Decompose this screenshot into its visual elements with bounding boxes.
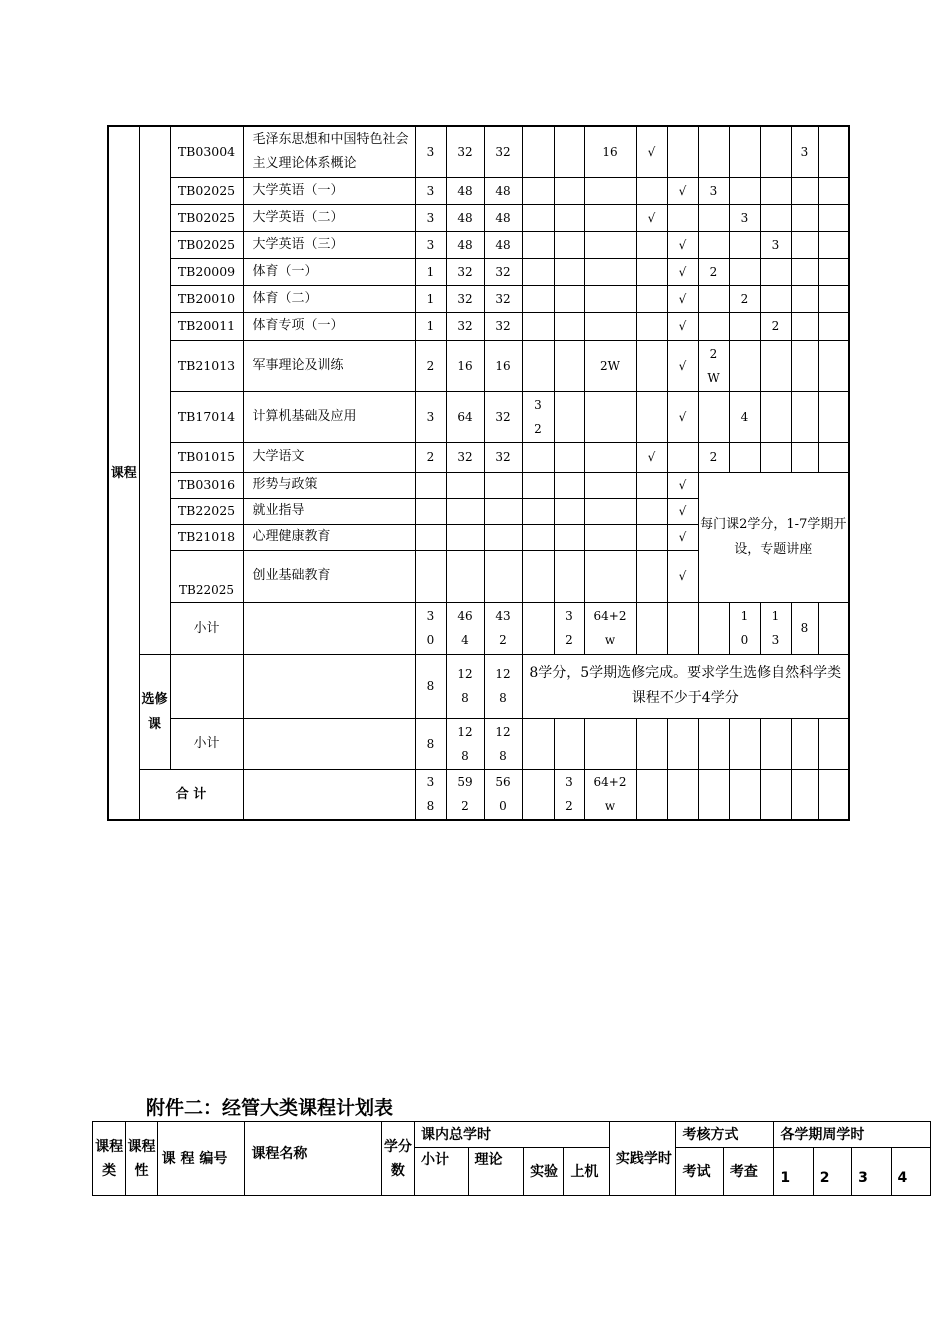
cell-exam xyxy=(636,258,667,285)
cell-blank xyxy=(446,472,484,498)
cell-exp xyxy=(522,258,554,285)
table-row xyxy=(108,718,849,769)
cell-practice xyxy=(584,231,636,258)
cell-blank xyxy=(636,550,667,602)
cell-blank xyxy=(484,498,522,524)
cell-blank xyxy=(698,602,729,654)
course-name: 大学英语（一） xyxy=(243,177,415,204)
cell-w5 xyxy=(818,204,849,231)
course-code: TB02025 xyxy=(170,177,243,204)
cell-practice: 16 xyxy=(584,126,636,177)
course-code: TB17014 xyxy=(170,391,243,442)
cell-blank xyxy=(243,769,415,820)
cell-check: √ xyxy=(667,177,698,204)
section-title: 附件二：经管大类课程计划表 xyxy=(146,1097,394,1119)
table-row xyxy=(108,442,849,472)
cell-w3 xyxy=(760,204,791,231)
subtotal-total: 46 4 xyxy=(446,602,484,654)
cell-blank xyxy=(818,769,849,820)
subtotal-w4: 8 xyxy=(791,602,818,654)
cell-w2 xyxy=(729,177,760,204)
header-credits: 学分数 xyxy=(381,1122,414,1196)
cell-practice xyxy=(584,258,636,285)
cell-practice xyxy=(584,204,636,231)
table-row xyxy=(108,258,849,285)
cell-check: √ xyxy=(667,285,698,312)
table-row xyxy=(108,769,849,820)
cell-credits: 3 xyxy=(415,231,446,258)
cell-blank xyxy=(554,524,584,550)
cell-blank xyxy=(446,550,484,602)
cell-check: √ xyxy=(667,550,698,602)
cell-w4 xyxy=(791,312,818,340)
cell-w4 xyxy=(791,258,818,285)
elective-credits: 8 xyxy=(415,654,446,718)
cell-blank xyxy=(636,524,667,550)
cell-blank xyxy=(667,602,698,654)
table-row xyxy=(108,312,849,340)
cell-total: 16 xyxy=(446,340,484,391)
cell-blank xyxy=(698,769,729,820)
cell-total: 32 xyxy=(446,285,484,312)
cell-total: 48 xyxy=(446,177,484,204)
cell-comp xyxy=(554,258,584,285)
elective-label: 选修课 xyxy=(139,654,170,769)
cell-blank xyxy=(243,602,415,654)
subtotal-credits: 3 0 xyxy=(415,602,446,654)
cell-w3 xyxy=(760,258,791,285)
cell-credits: 2 xyxy=(415,340,446,391)
cell-credits: 1 xyxy=(415,312,446,340)
cell-blank xyxy=(446,524,484,550)
course-code: TB20009 xyxy=(170,258,243,285)
cell-w4 xyxy=(791,340,818,391)
cell-w2 xyxy=(729,442,760,472)
cell-total: 48 xyxy=(446,204,484,231)
cell-credits: 3 xyxy=(415,204,446,231)
course-plan-table-header xyxy=(92,1121,931,1196)
cell-w2 xyxy=(729,312,760,340)
cell-w5 xyxy=(818,312,849,340)
cell-comp xyxy=(554,285,584,312)
cell-theory: 32 xyxy=(484,258,522,285)
cell-blank xyxy=(636,602,667,654)
cell-w5 xyxy=(818,391,849,442)
cell-theory: 32 xyxy=(484,312,522,340)
cell-blank xyxy=(698,718,729,769)
course-plan-table-continued xyxy=(107,125,850,821)
cell-exam xyxy=(636,285,667,312)
header-code: 课 程 编号 xyxy=(157,1122,245,1196)
cell-check xyxy=(667,204,698,231)
table-row xyxy=(108,340,849,391)
lecture-note: 每门课2学分，1-7学期开设，专题讲座 xyxy=(698,472,849,602)
cell-comp xyxy=(554,391,584,442)
cell-practice xyxy=(584,312,636,340)
cell-blank xyxy=(243,654,415,718)
cell-practice xyxy=(584,177,636,204)
cell-blank xyxy=(791,769,818,820)
cell-exp: 3 2 xyxy=(522,391,554,442)
course-code: TB03016 xyxy=(170,472,243,498)
grand-total-credits: 3 8 xyxy=(415,769,446,820)
cell-w4 xyxy=(791,285,818,312)
cell-w5 xyxy=(818,177,849,204)
cell-theory: 32 xyxy=(484,442,522,472)
cell-check: √ xyxy=(667,524,698,550)
cell-total: 32 xyxy=(446,126,484,177)
cell-blank xyxy=(729,718,760,769)
cell-check: √ xyxy=(667,391,698,442)
header-weekly: 各学期周学时 xyxy=(774,1122,931,1148)
cell-w1 xyxy=(698,231,729,258)
course-code: TB02025 xyxy=(170,204,243,231)
cell-check: √ xyxy=(667,231,698,258)
grand-total-comp: 3 2 xyxy=(554,769,584,820)
cell-w1: 2 xyxy=(698,442,729,472)
cell-comp xyxy=(554,231,584,258)
cell-w1: 2 xyxy=(698,258,729,285)
cell-check: √ xyxy=(667,312,698,340)
header-nature: 课程性 xyxy=(126,1122,157,1196)
grand-total-total: 59 2 xyxy=(446,769,484,820)
cell-w1 xyxy=(698,126,729,177)
cell-blank xyxy=(522,524,554,550)
cell-blank xyxy=(415,472,446,498)
cell-w4 xyxy=(791,442,818,472)
cell-w3 xyxy=(760,340,791,391)
table-row xyxy=(108,231,849,258)
cell-credits: 3 xyxy=(415,391,446,442)
cell-exam: √ xyxy=(636,204,667,231)
cell-w1: 2 W xyxy=(698,340,729,391)
cell-exp xyxy=(522,177,554,204)
cell-blank xyxy=(446,498,484,524)
cell-blank xyxy=(584,550,636,602)
cell-blank xyxy=(554,550,584,602)
cell-w2 xyxy=(729,126,760,177)
cell-theory: 32 xyxy=(484,285,522,312)
table-row xyxy=(108,654,849,718)
table-row xyxy=(108,391,849,442)
header-subtotal: 小计 xyxy=(415,1148,469,1196)
subtotal-theory: 43 2 xyxy=(484,602,522,654)
course-code: TB01015 xyxy=(170,442,243,472)
compulsory-label xyxy=(139,126,170,654)
cell-total: 32 xyxy=(446,312,484,340)
header-exp: 实验 xyxy=(524,1148,564,1196)
subtotal-label: 小计 xyxy=(170,602,243,654)
cell-credits: 1 xyxy=(415,285,446,312)
cell-w4 xyxy=(791,231,818,258)
cell-total: 64 xyxy=(446,391,484,442)
table-row xyxy=(108,177,849,204)
cell-exp xyxy=(522,442,554,472)
cell-total: 32 xyxy=(446,258,484,285)
elective-subtotal-label: 小计 xyxy=(170,718,243,769)
cell-check: √ xyxy=(667,258,698,285)
cell-w2 xyxy=(729,340,760,391)
cell-practice xyxy=(584,285,636,312)
course-name: 形势与政策 xyxy=(243,472,415,498)
grand-total-practice: 64+2 w xyxy=(584,769,636,820)
cell-credits: 3 xyxy=(415,126,446,177)
cell-w2: 2 xyxy=(729,285,760,312)
cell-w3 xyxy=(760,126,791,177)
cell-w2: 4 xyxy=(729,391,760,442)
cell-blank xyxy=(554,472,584,498)
cell-w1 xyxy=(698,312,729,340)
cell-blank xyxy=(760,769,791,820)
cell-comp xyxy=(554,204,584,231)
cell-credits: 2 xyxy=(415,442,446,472)
table-row xyxy=(108,285,849,312)
cell-credits: 1 xyxy=(415,258,446,285)
cell-theory: 32 xyxy=(484,126,522,177)
cell-theory: 48 xyxy=(484,204,522,231)
header-sem-3: 3 xyxy=(852,1148,891,1196)
course-code: TB20011 xyxy=(170,312,243,340)
table-row xyxy=(108,602,849,654)
course-name: 就业指导 xyxy=(243,498,415,524)
table-row xyxy=(108,204,849,231)
course-code: TB22025 xyxy=(170,550,243,602)
cell-blank xyxy=(522,498,554,524)
cell-blank xyxy=(636,498,667,524)
header-name: 课程名称 xyxy=(245,1122,381,1196)
subtotal-w3: 1 3 xyxy=(760,602,791,654)
grand-total-theory: 56 0 xyxy=(484,769,522,820)
subtotal-comp: 3 2 xyxy=(554,602,584,654)
cell-blank xyxy=(636,718,667,769)
cell-w5 xyxy=(818,258,849,285)
cell-check xyxy=(667,126,698,177)
cell-w4 xyxy=(791,391,818,442)
group-label: 课程 xyxy=(108,126,139,820)
cell-exp xyxy=(522,231,554,258)
cell-practice xyxy=(584,391,636,442)
cell-blank xyxy=(584,498,636,524)
elective-theory: 12 8 xyxy=(484,654,522,718)
header-hours: 课内总学时 xyxy=(415,1122,610,1148)
cell-w4: 3 xyxy=(791,126,818,177)
cell-exam xyxy=(636,231,667,258)
cell-blank xyxy=(584,472,636,498)
cell-blank xyxy=(818,602,849,654)
cell-w4 xyxy=(791,204,818,231)
cell-comp xyxy=(554,126,584,177)
cell-blank xyxy=(415,524,446,550)
cell-w3 xyxy=(760,285,791,312)
table-row xyxy=(108,472,849,498)
cell-blank xyxy=(554,498,584,524)
elective-note: 8学分，5学期选修完成。要求学生选修自然科学类课程不少于4学分 xyxy=(522,654,849,718)
header-check: 考查 xyxy=(723,1148,773,1196)
cell-w5 xyxy=(818,126,849,177)
cell-blank xyxy=(667,718,698,769)
cell-blank xyxy=(522,550,554,602)
elective-total: 12 8 xyxy=(446,654,484,718)
subtotal-w2: 1 0 xyxy=(729,602,760,654)
course-name: 大学英语（三） xyxy=(243,231,415,258)
course-name: 大学语文 xyxy=(243,442,415,472)
course-name: 体育专项（一） xyxy=(243,312,415,340)
cell-blank xyxy=(729,769,760,820)
course-code: TB22025 xyxy=(170,498,243,524)
cell-w2: 3 xyxy=(729,204,760,231)
elective-subtotal-theory: 12 8 xyxy=(484,718,522,769)
cell-exp xyxy=(522,340,554,391)
cell-blank xyxy=(760,718,791,769)
cell-blank xyxy=(170,654,243,718)
course-code: TB02025 xyxy=(170,231,243,258)
cell-w1 xyxy=(698,204,729,231)
cell-blank xyxy=(522,472,554,498)
cell-w2 xyxy=(729,231,760,258)
cell-theory: 48 xyxy=(484,177,522,204)
header-practice: 实践学时 xyxy=(609,1122,676,1196)
cell-practice xyxy=(584,442,636,472)
course-name: 计算机基础及应用 xyxy=(243,391,415,442)
header-assess: 考核方式 xyxy=(676,1122,774,1148)
cell-exp xyxy=(522,285,554,312)
cell-blank xyxy=(636,769,667,820)
cell-total: 32 xyxy=(446,442,484,472)
cell-blank xyxy=(415,498,446,524)
cell-check xyxy=(667,442,698,472)
cell-w3: 3 xyxy=(760,231,791,258)
cell-blank xyxy=(636,472,667,498)
header-sem-1: 1 xyxy=(774,1148,813,1196)
cell-blank xyxy=(522,769,554,820)
cell-w2 xyxy=(729,258,760,285)
cell-theory: 16 xyxy=(484,340,522,391)
cell-exp xyxy=(522,312,554,340)
cell-exam xyxy=(636,312,667,340)
cell-w1 xyxy=(698,285,729,312)
cell-blank xyxy=(554,718,584,769)
cell-exp xyxy=(522,126,554,177)
course-name: 创业基础教育 xyxy=(243,550,415,602)
cell-blank xyxy=(818,718,849,769)
cell-total: 48 xyxy=(446,231,484,258)
cell-check: √ xyxy=(667,472,698,498)
cell-exam: √ xyxy=(636,126,667,177)
cell-w5 xyxy=(818,285,849,312)
cell-exp xyxy=(522,204,554,231)
cell-w5 xyxy=(818,231,849,258)
cell-theory: 48 xyxy=(484,231,522,258)
cell-blank xyxy=(243,718,415,769)
elective-subtotal-credits: 8 xyxy=(415,718,446,769)
cell-check: √ xyxy=(667,498,698,524)
cell-comp xyxy=(554,312,584,340)
cell-w1 xyxy=(698,391,729,442)
header-exam: 考试 xyxy=(676,1148,723,1196)
header-sem-4: 4 xyxy=(891,1148,931,1196)
cell-w4 xyxy=(791,177,818,204)
course-name: 军事理论及训练 xyxy=(243,340,415,391)
cell-blank xyxy=(522,602,554,654)
cell-blank xyxy=(667,769,698,820)
cell-w1: 3 xyxy=(698,177,729,204)
cell-comp xyxy=(554,442,584,472)
elective-subtotal-total: 12 8 xyxy=(446,718,484,769)
cell-exam xyxy=(636,177,667,204)
grand-total-label: 合 计 xyxy=(139,769,243,820)
cell-w5 xyxy=(818,442,849,472)
cell-w3 xyxy=(760,177,791,204)
course-code: TB03004 xyxy=(170,126,243,177)
cell-exam: √ xyxy=(636,442,667,472)
cell-blank xyxy=(484,524,522,550)
cell-exam xyxy=(636,391,667,442)
cell-blank xyxy=(791,718,818,769)
cell-check: √ xyxy=(667,340,698,391)
cell-blank xyxy=(584,524,636,550)
course-code: TB21018 xyxy=(170,524,243,550)
cell-blank xyxy=(522,718,554,769)
cell-blank xyxy=(484,550,522,602)
cell-comp xyxy=(554,340,584,391)
cell-blank xyxy=(484,472,522,498)
header-theory: 理论 xyxy=(468,1148,524,1196)
course-name: 体育（一） xyxy=(243,258,415,285)
course-name: 毛泽东思想和中国特色社会主义理论体系概论 xyxy=(243,126,415,177)
course-code: TB20010 xyxy=(170,285,243,312)
course-name: 大学英语（二） xyxy=(243,204,415,231)
course-name: 体育（二） xyxy=(243,285,415,312)
cell-w3: 2 xyxy=(760,312,791,340)
cell-blank xyxy=(584,718,636,769)
cell-credits: 3 xyxy=(415,177,446,204)
subtotal-practice: 64+2 w xyxy=(584,602,636,654)
cell-w5 xyxy=(818,340,849,391)
cell-practice: 2W xyxy=(584,340,636,391)
course-name: 心理健康教育 xyxy=(243,524,415,550)
cell-blank xyxy=(415,550,446,602)
table-row xyxy=(108,126,849,177)
cell-exam xyxy=(636,340,667,391)
cell-comp xyxy=(554,177,584,204)
cell-w3 xyxy=(760,391,791,442)
cell-theory: 32 xyxy=(484,391,522,442)
header-comp: 上机 xyxy=(564,1148,609,1196)
course-code: TB21013 xyxy=(170,340,243,391)
header-sem-2: 2 xyxy=(813,1148,851,1196)
header-category: 课程类 xyxy=(93,1122,126,1196)
cell-w3 xyxy=(760,442,791,472)
